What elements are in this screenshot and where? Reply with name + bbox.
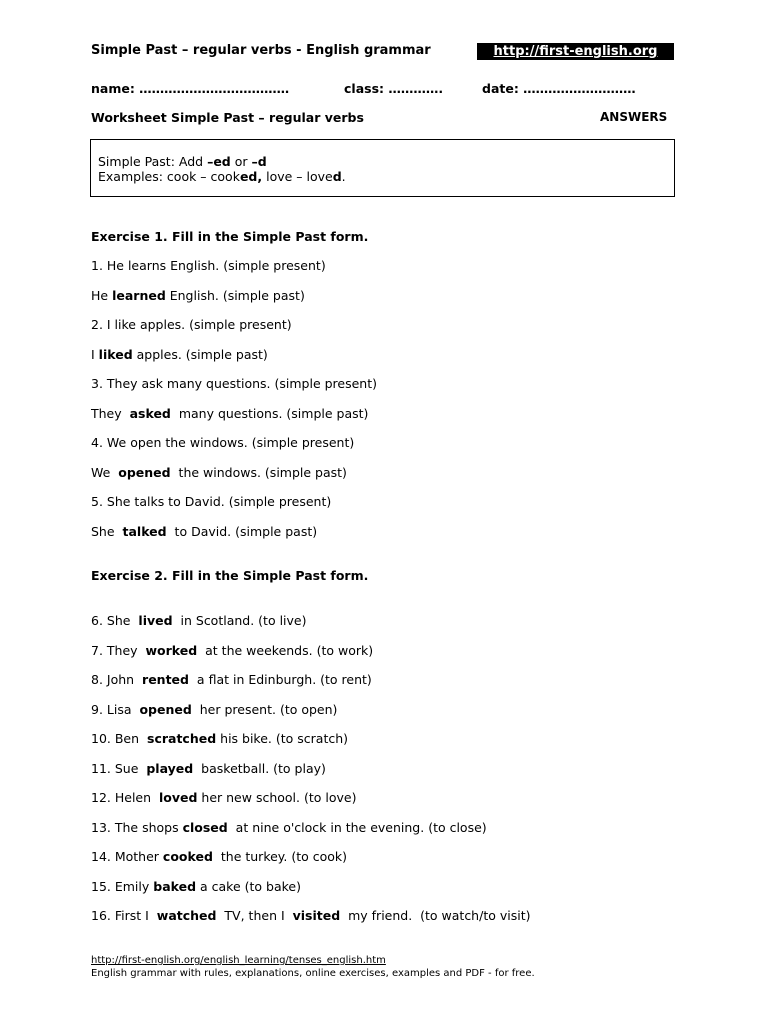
exercise-line [91,494,331,509]
exercise-line [91,761,326,776]
exercise-line [91,731,348,746]
rule-line [98,154,674,169]
line-text: my friend. (to watch/to visit) [340,908,531,923]
line-text: 8. John [91,672,143,687]
line-text: the turkey. (to cook) [212,849,348,864]
line-text: her present. (to open) [191,701,338,717]
line-text: apples. (simple past) [132,346,268,362]
line-text: He [91,287,113,303]
exercise-line [91,908,530,923]
line-text: 11. Sue [91,760,147,776]
exercise-line [91,376,377,391]
exercise-line [91,820,487,835]
rule-ending-d: –d [251,154,267,169]
name-field: name: ……………………………… [91,81,290,96]
answer-word: closed [182,819,228,835]
line-text: 12. Helen [91,790,159,805]
date-field: date: ……………………… [482,81,636,96]
exercise-line [91,258,326,273]
answer-word: loved [158,790,198,805]
example-text: love – love [262,169,333,184]
exercise-line [91,672,372,687]
line-text: at the weekends. (to work) [197,642,374,658]
worksheet-title: Worksheet Simple Past – regular verbs [91,110,364,125]
answer-word: played [146,760,194,776]
answers-label: ANSWERS [600,110,668,124]
answer-word: baked [153,878,197,894]
line-text: We [91,464,119,480]
line-text: her new school. (to love) [197,790,357,805]
answer-word: worked [145,642,198,658]
line-text: 1. He learns English. (simple present) [91,258,326,273]
rule-text: or [230,154,252,169]
line-text: a flat in Edinburgh. (to rent) [188,672,372,687]
answer-word: visited [292,908,341,923]
line-text: 9. Lisa [91,701,140,717]
exercise-line [91,406,368,421]
answer-word: watched [156,908,217,923]
exercise-line [91,524,317,539]
footer-text: English grammar with rules, explanations, online exercises, examples and PDF - for free. [91,968,535,979]
line-text: many questions. (simple past) [170,405,369,421]
exercise-line [91,347,268,362]
answer-word: asked [129,405,171,421]
exercise-line [91,790,356,805]
line-text: 6. She [91,613,139,628]
exercise-line [91,849,347,864]
example-text: . [341,169,346,184]
exercise-line [91,643,373,658]
line-text: I [91,346,99,362]
answer-word: talked [122,523,167,539]
line-text: to David. (simple past) [166,523,318,539]
exercise-1-heading: Exercise 1. Fill in the Simple Past form. [91,229,369,244]
line-text: his bike. (to scratch) [216,731,349,746]
example-text: Examples: cook – cook [98,169,240,184]
answer-word: lived [138,613,173,628]
line-text: basketball. (to play) [193,760,326,776]
exercise-line [91,317,292,332]
line-text: 14. Mother [91,849,163,864]
line-text: 15. Emily [91,878,154,894]
line-text: English. (simple past) [165,287,305,303]
line-text: 16. First I [91,908,157,923]
answer-word: opened [118,464,171,480]
exercise-line [91,613,306,628]
answer-word: cooked [162,849,213,864]
class-field: class: …………. [344,81,444,96]
line-text: 5. She talks to David. (simple present) [91,494,332,509]
line-text: the windows. (simple past) [170,464,347,480]
answer-word: liked [98,346,133,362]
example-ending-d: d [332,169,342,184]
site-link-text[interactable]: http://first-english.org [493,44,658,59]
line-text: 2. I like apples. (simple present) [91,317,292,332]
exercise-line [91,879,301,894]
exercise-2-heading: Exercise 2. Fill in the Simple Past form. [91,568,369,583]
line-text: 4. We open the windows. (simple present) [91,435,355,450]
line-text: TV, then I [216,908,293,923]
rule-text: Simple Past: Add [98,154,208,169]
line-text: She [91,523,123,539]
line-text: 13. The shops [91,819,183,835]
answer-word: scratched [147,731,217,746]
line-text: 10. Ben [91,731,147,746]
line-text: They [91,405,130,421]
line-text: 3. They ask many questions. (simple present) [91,376,377,391]
answer-word: rented [142,672,189,687]
rule-ending-ed: –ed [207,154,231,169]
line-text: a cake (to bake) [196,878,301,894]
rule-box [90,139,675,197]
exercise-line [91,702,337,717]
exercise-line [91,288,305,303]
answer-word: learned [112,287,166,303]
page-title: Simple Past – regular verbs - English grammar [91,43,431,58]
example-ending-ed: ed, [239,169,263,184]
footer-link[interactable]: http://first-english.org/english_learning/tenses_english.htm [91,955,386,966]
examples-line [98,169,674,184]
exercise-line [91,435,354,450]
answer-word: opened [139,701,192,717]
line-text: in Scotland. (to live) [172,613,307,628]
site-link[interactable] [477,43,674,60]
exercise-line [91,465,347,480]
line-text: at nine o'clock in the evening. (to close) [227,819,487,835]
line-text: 7. They [91,642,146,658]
